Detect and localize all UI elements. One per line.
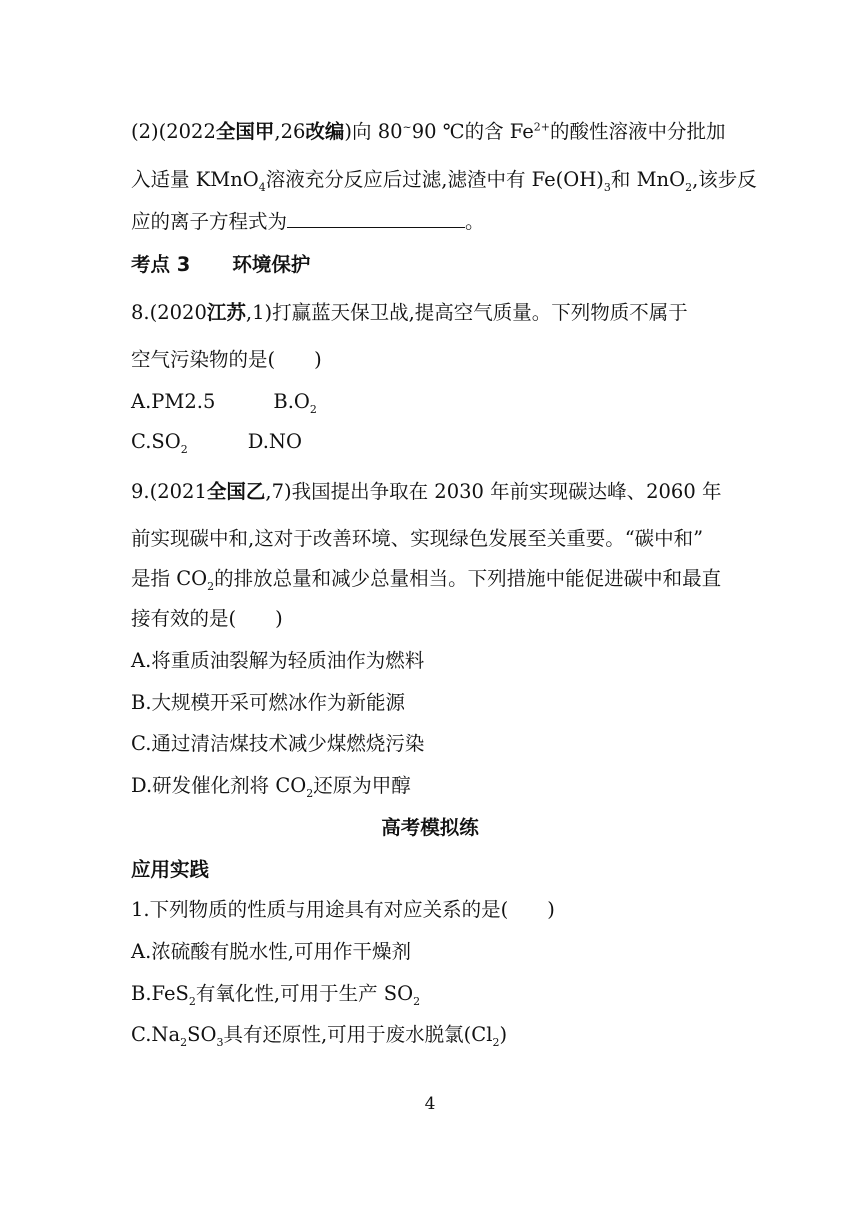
q7-2-num: ,26 (274, 120, 306, 143)
q9-option-b[interactable]: B.大规模开采可燃冰作为新能源 (131, 691, 406, 714)
q9-option-c[interactable]: C.通过清洁煤技术减少煤燃烧污染 (131, 732, 425, 755)
answer-blank[interactable] (287, 209, 465, 228)
q9-source: 全国乙 (206, 480, 266, 503)
topic-label: 考点 3 (131, 253, 191, 276)
m1-option-c[interactable]: $C.Na_2SO_3$具有还原性,可用于废水脱氯$(Cl_2)$ (131, 1023, 508, 1049)
section-title: 高考模拟练 (381, 816, 479, 839)
q7-2-line-1: (2)(2022全国甲,26改编)向 80~90 ℃的含 $Fe^{2+}$的酸性溶液中分批加 (131, 120, 726, 143)
m1-option-a[interactable]: A.浓硫酸有脱水性,可用作干燥剂 (131, 940, 411, 963)
topic-heading (131, 252, 310, 278)
m1-stem: 1.下列物质的性质与用途具有对应关系的是( ) (131, 898, 555, 921)
q7-2-line-3: 应的离子方程式为 。 (131, 210, 485, 233)
q9-line-2: 前实现碳中和,这对于改善环境、实现绿色发展至关重要。“碳中和” (131, 527, 704, 550)
q7-2-source: 全国甲 (215, 120, 275, 143)
q8-line-2: 空气污染物的是( ) (131, 348, 322, 371)
page-number: 4 (424, 1094, 436, 1114)
q9-option-d[interactable]: D.研发催化剂将 $CO_2$还原为甲醇 (131, 774, 411, 800)
q7-2-line-2: 入适量 KMnO$_4$溶液充分反应后过滤,滤渣中有 $Fe(OH)_3$和 MnO$_2$,该步反 (131, 168, 757, 194)
q7-2-prefix: (2)( (131, 120, 167, 143)
q9-option-a[interactable]: A.将重质油裂解为轻质油作为燃料 (131, 649, 425, 672)
q8-options-ab (131, 389, 317, 415)
q8-line-1: 8.(2020江苏,1)打赢蓝天保卫战,提高空气质量。下列物质不属于 (131, 301, 688, 324)
m1-option-b[interactable]: B.FeS$_2$有氧化性,可用于生产 $SO_2$ (131, 982, 421, 1008)
q8-option-a[interactable]: A.PM2.5 (131, 390, 216, 413)
q8-option-b[interactable]: $B.O_2$ (273, 390, 317, 416)
fe-charge: 2+ (533, 120, 551, 134)
q8-option-c[interactable]: $C.SO_2$ (131, 430, 188, 456)
section-subtitle: 应用实践 (131, 858, 210, 881)
q8-option-d[interactable]: D.NO (247, 430, 302, 453)
q8-options-cd (131, 429, 302, 455)
q8-source: 江苏 (206, 301, 246, 324)
q7-2-year: 2022 (166, 120, 216, 143)
q9-line-4: 接有效的是( ) (131, 607, 283, 630)
q7-2-adapt: 改编 (305, 120, 345, 143)
q9-line-3: 是指 $CO_2$的排放总量和减少总量相当。下列措施中能促进碳中和最直 (131, 567, 722, 593)
q9-line-1: 9.(2021全国乙,7)我国提出争取在 2030 年前实现碳达峰、2060 年 (131, 480, 722, 503)
topic-title: 环境保护 (232, 253, 311, 276)
q8-year: 2020 (157, 301, 207, 324)
q9-year: 2021 (157, 480, 207, 503)
